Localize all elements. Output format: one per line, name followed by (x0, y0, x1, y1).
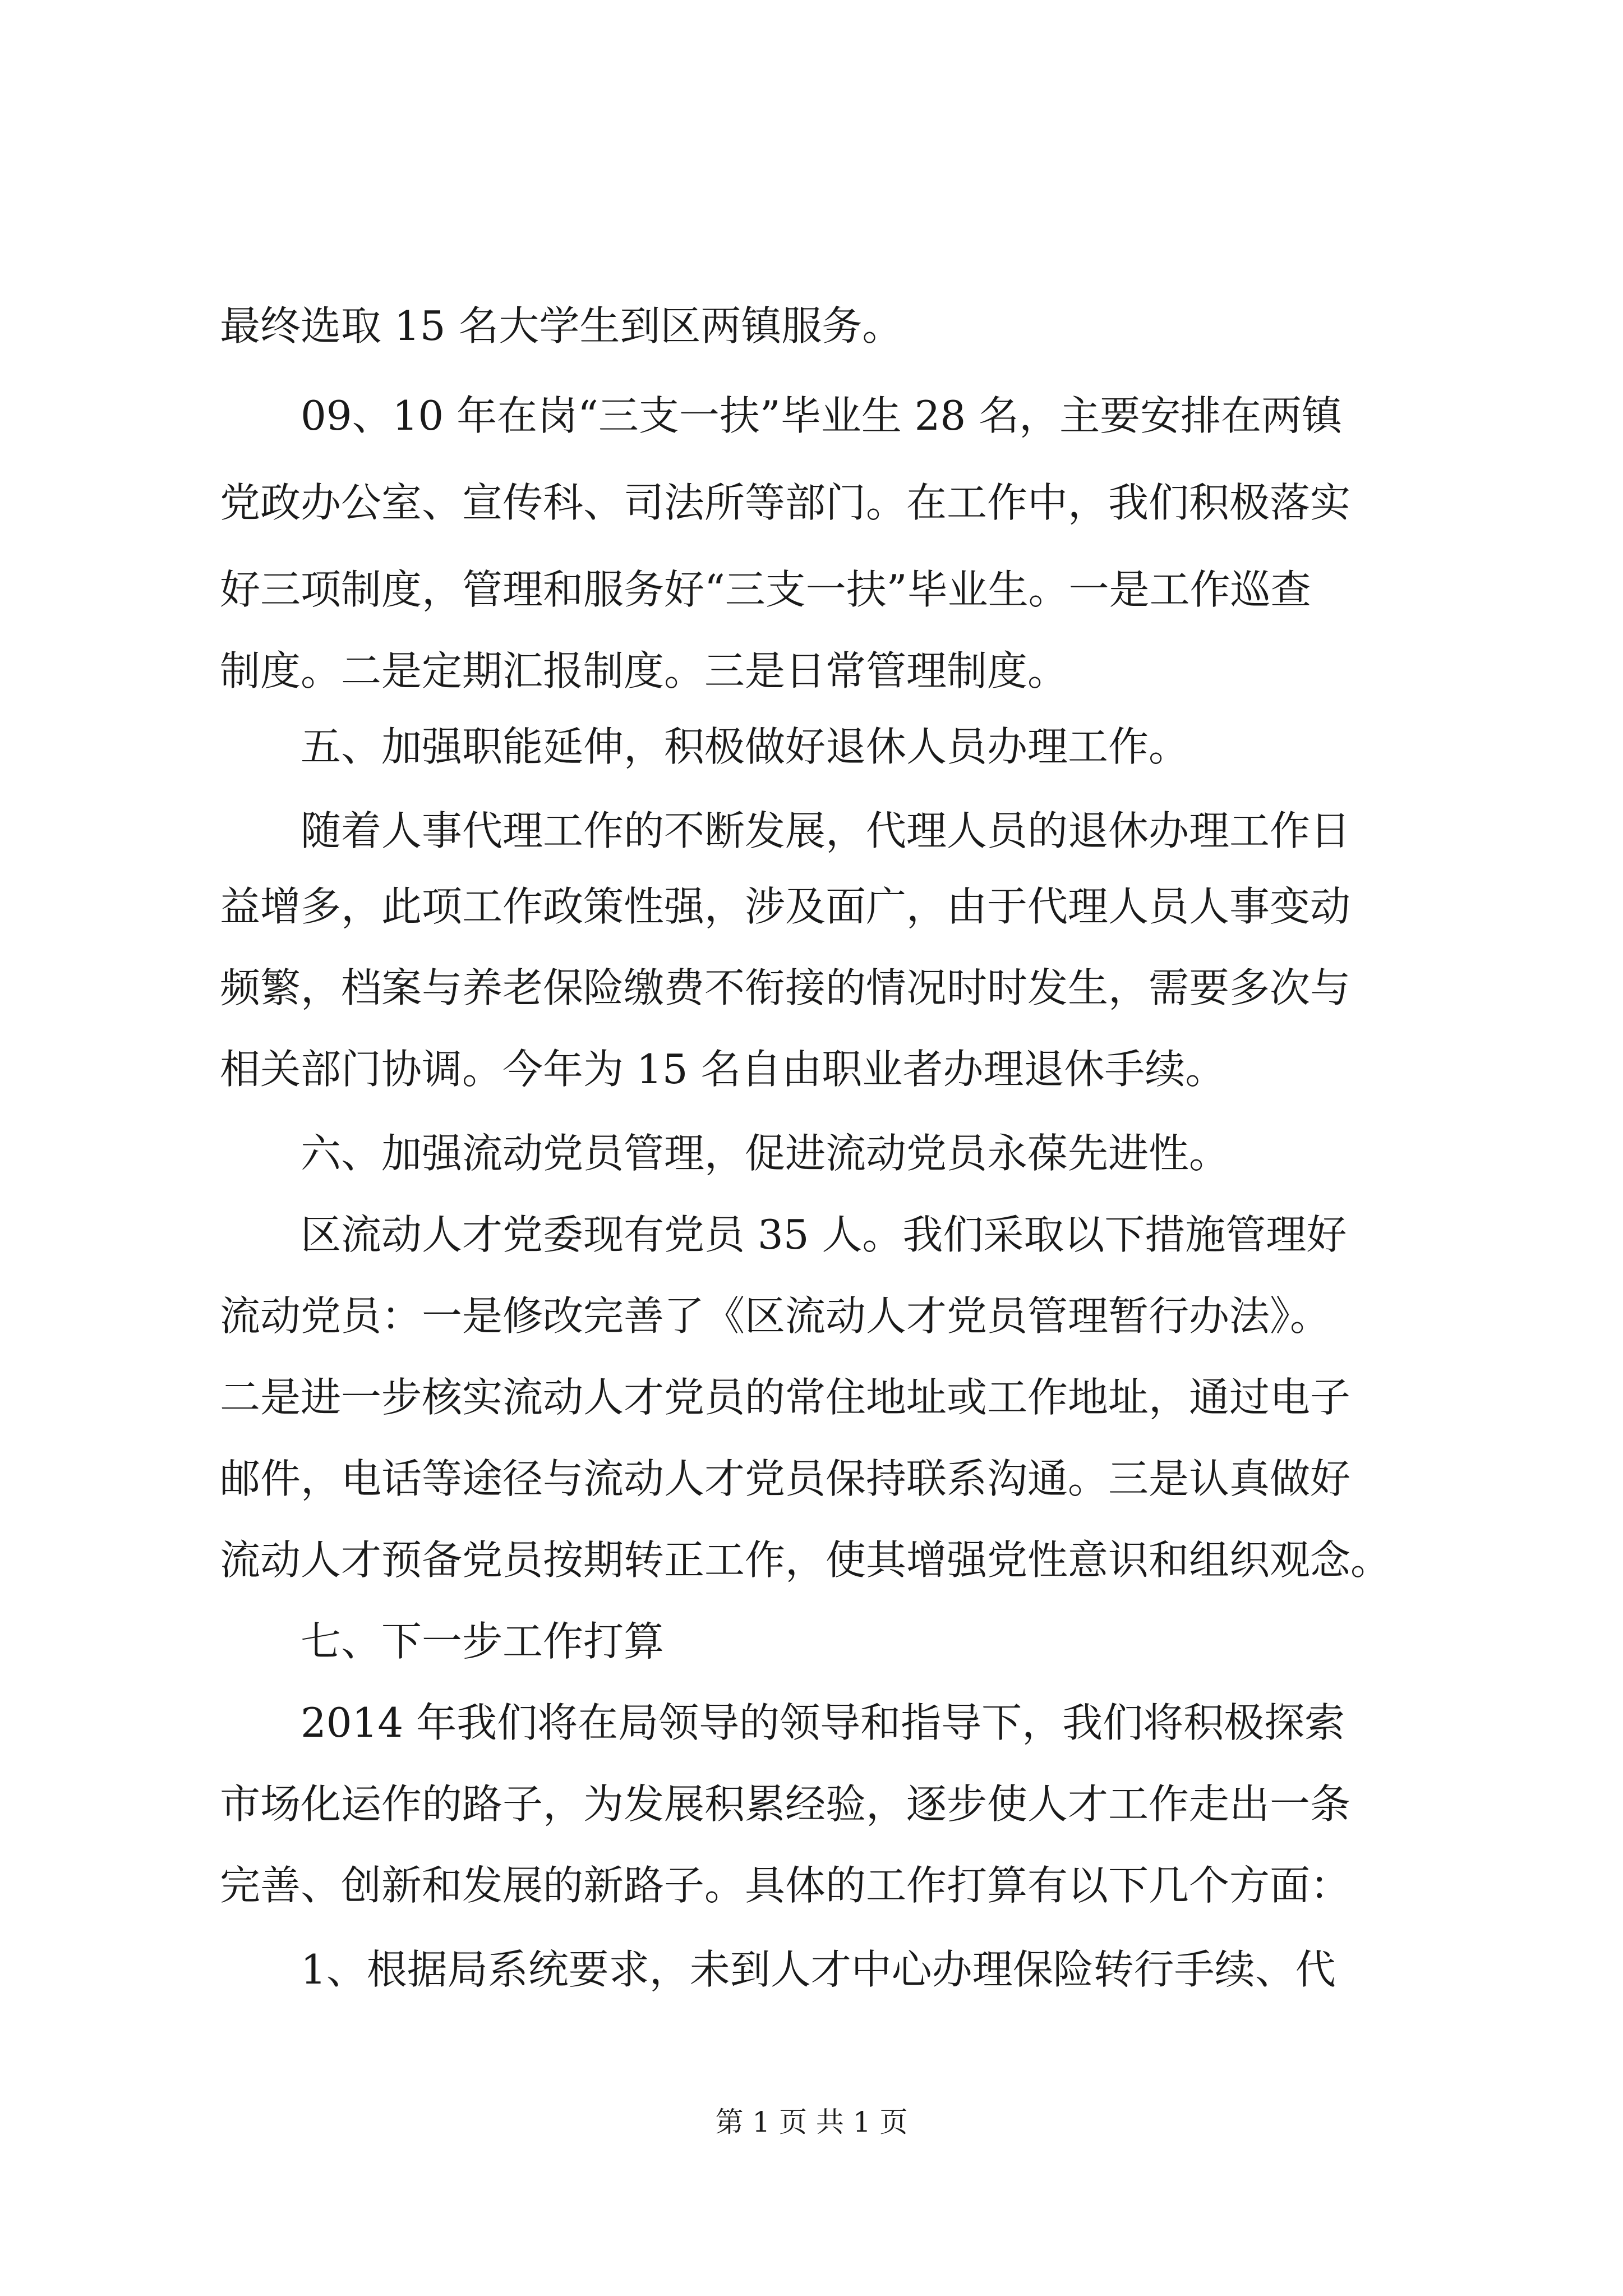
text-line: 完善、创新和发展的新路子。具体的工作打算有以下几个方面： (220, 1862, 1351, 1909)
text-line: 党政办公室、宣传科、司法所等部门。在工作中，我们积极落实 (220, 479, 1351, 526)
section-heading: 六、加强流动党员管理，促进流动党员永葆先进性。 (301, 1130, 1230, 1177)
text-line: 好三项制度，管理和服务好“三支一扶”毕业生。一是工作巡查 (220, 566, 1311, 613)
paragraph-start: 09、10 年在岗“三支一扶”毕业生 28 名，主要安排在两镇 (301, 392, 1343, 439)
paragraph-start: 随着人事代理工作的不断发展，代理人员的退休办理工作日 (301, 807, 1351, 854)
text-line: 制度。二是定期汇报制度。三是日常管理制度。 (220, 647, 1068, 694)
text-line: 流动党员：一是修改完善了《区流动人才党员管理暂行办法》。 (220, 1292, 1331, 1340)
section-heading: 五、加强职能延伸，积极做好退休人员办理工作。 (301, 723, 1189, 770)
text-line: 流动人才预备党员按期转正工作，使其增强党性意识和组织观念。 (220, 1536, 1391, 1584)
paragraph-start: 区流动人才党委现有党员 35 人。我们采取以下措施管理好 (301, 1211, 1347, 1258)
page-footer: 第 1 页 共 1 页 (715, 2106, 908, 2138)
list-item: 1、根据局系统要求，未到人才中心办理保险转行手续、代 (301, 1946, 1336, 1993)
section-heading: 七、下一步工作打算 (301, 1618, 665, 1665)
text-line: 市场化运作的路子，为发展积累经验，逐步使人才工作走出一条 (220, 1780, 1351, 1828)
text-line: 最终选取 15 名大学生到区两镇服务。 (220, 302, 903, 349)
text-line: 二是进一步核实流动人才党员的常住地址或工作地址，通过电子 (220, 1374, 1351, 1421)
text-line: 相关部门协调。今年为 15 名自由职业者办理退休手续。 (220, 1046, 1226, 1093)
text-line: 频繁，档案与养老保险缴费不衔接的情况时时发生，需要多次与 (220, 964, 1351, 1011)
text-line: 邮件，电话等途径与流动人才党员保持联系沟通。三是认真做好 (220, 1455, 1351, 1502)
paragraph-start: 2014 年我们将在局领导的领导和指导下，我们将积极探索 (301, 1699, 1345, 1746)
text-line: 益增多，此项工作政策性强，涉及面广，由于代理人员人事变动 (220, 883, 1351, 930)
